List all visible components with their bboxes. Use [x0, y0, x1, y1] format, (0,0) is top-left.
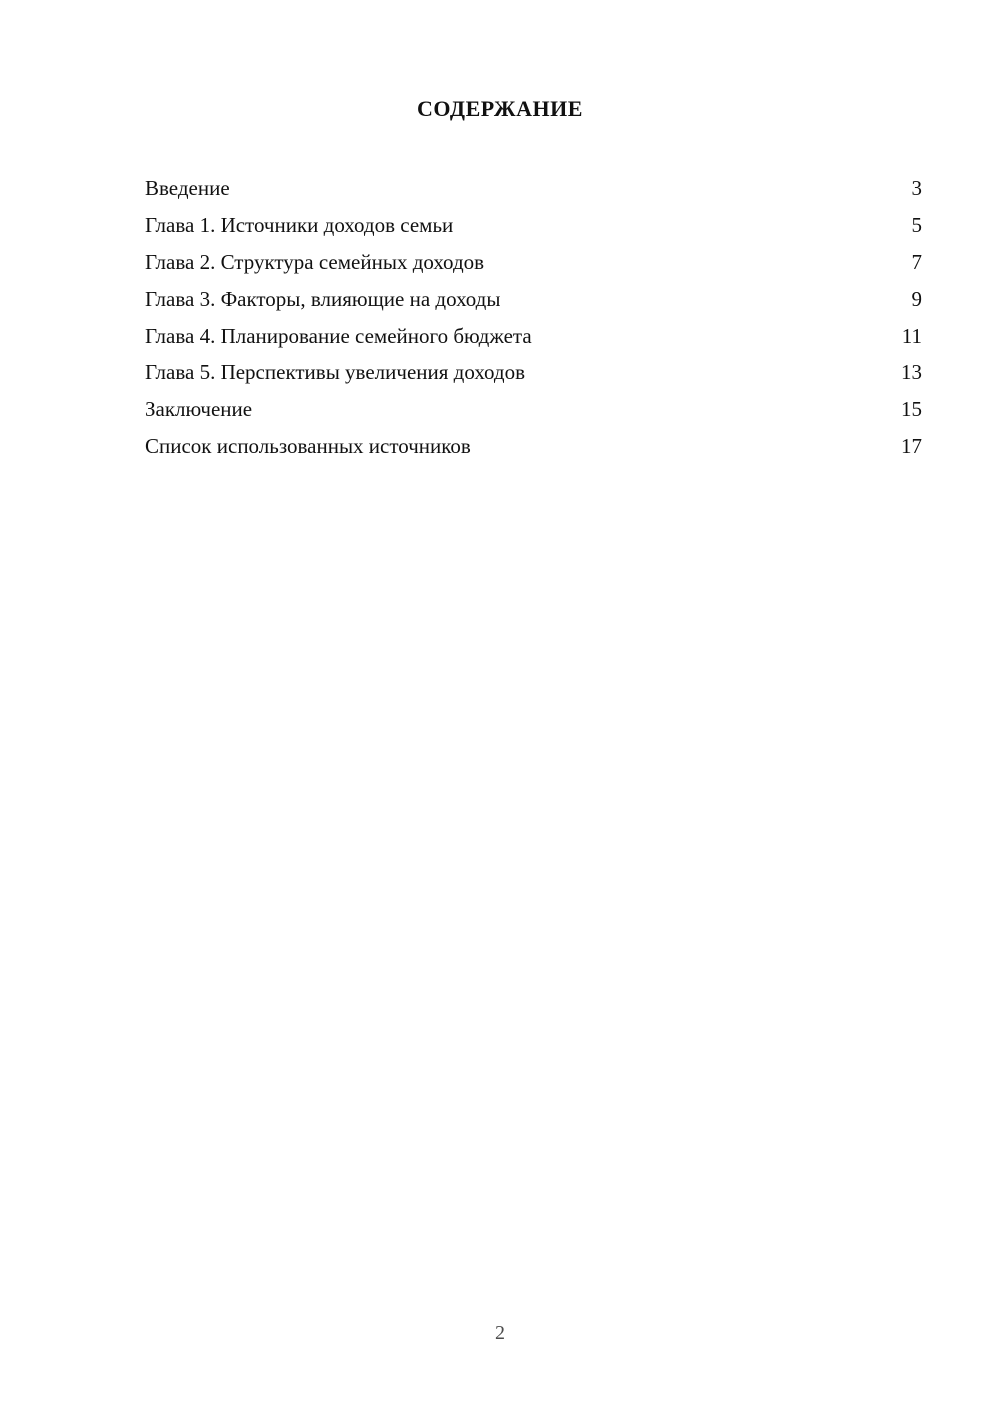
- toc-entry-label: Заключение: [145, 397, 253, 422]
- toc-entry: [145, 354, 922, 391]
- table-of-contents: [145, 170, 922, 465]
- toc-entry: [145, 318, 922, 355]
- toc-entry-label: Глава 5. Перспективы увеличения доходов: [145, 360, 526, 385]
- toc-entry: [145, 428, 922, 465]
- toc-entry-page-number: 11: [901, 323, 922, 348]
- toc-entry: [145, 281, 922, 318]
- toc-entry-label: Глава 3. Факторы, влияющие на доходы: [145, 286, 501, 311]
- toc-entry-page-number: 17: [901, 434, 922, 459]
- footer-page-number: 2: [495, 1322, 505, 1344]
- toc-entry-page-number: 7: [911, 249, 922, 274]
- toc-entry-label: Список использованных источников: [145, 434, 471, 459]
- toc-entry: [145, 391, 922, 428]
- toc-entry-label: Глава 2. Структура семейных доходов: [145, 249, 485, 274]
- toc-entry-page-number: 5: [911, 212, 922, 237]
- toc-entry: [145, 244, 922, 281]
- page-title: СОДЕРЖАНИЕ: [417, 96, 583, 121]
- toc-entry: [145, 207, 922, 244]
- toc-entry-page-number: 9: [911, 286, 922, 311]
- toc-entry-label: Глава 4. Планирование семейного бюджета: [145, 323, 532, 348]
- toc-entry-page-number: 13: [901, 360, 922, 385]
- toc-entry-page-number: 3: [911, 176, 922, 200]
- toc-entry-label: Глава 1. Источники доходов семьи: [145, 212, 454, 237]
- toc-entry-label: Введение: [145, 176, 230, 200]
- toc-entry: [145, 170, 922, 207]
- toc-entry-page-number: 15: [901, 397, 922, 422]
